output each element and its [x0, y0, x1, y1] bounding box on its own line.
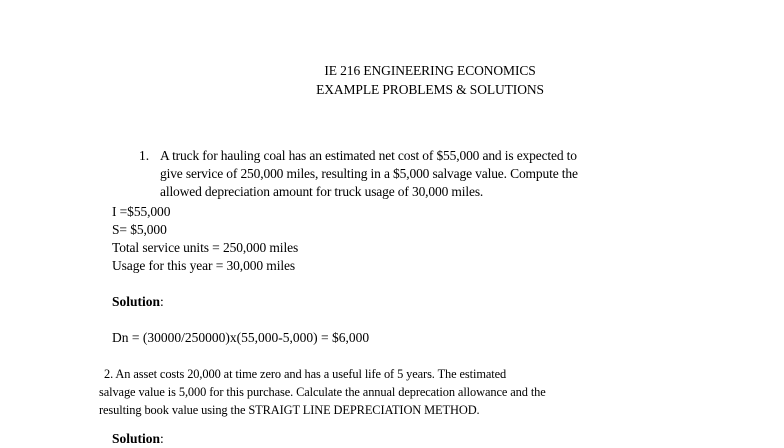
- given-line-usage: Usage for this year = 30,000 miles: [112, 258, 296, 273]
- problem2-line: 2. An asset costs 20,000 at time zero and has a useful life of 5 years. The estimated: [104, 367, 507, 381]
- problem2-line: resulting book value using the STRAIGT LINE DEPRECIATION METHOD.: [99, 403, 480, 417]
- solution-label: Solution: [112, 294, 161, 309]
- problem2-solution-heading-clipped: [112, 430, 164, 448]
- solution-colon: :: [160, 431, 164, 446]
- problem2-statement: [99, 365, 546, 419]
- given-line-salvage-value: S= $5,000: [112, 222, 167, 237]
- problem1-number: 1.: [139, 148, 150, 163]
- problem1-statement: [160, 147, 578, 201]
- solution-colon: :: [160, 294, 164, 309]
- given-line-total-service-units: Total service units = 250,000 miles: [112, 240, 299, 255]
- page-title-line-2: EXAMPLE PROBLEMS & SOLUTIONS: [316, 82, 544, 97]
- problem1-solution-heading: [112, 293, 164, 311]
- problem1-given-data: [112, 203, 298, 275]
- problem1-solution-formula: Dn = (30000/250000)x(55,000-5,000) = $6,000: [112, 330, 370, 345]
- given-line-initial-cost: I =$55,000: [112, 204, 171, 219]
- problem1-line: A truck for hauling coal has an estimated net cost of $55,000 and is expected to: [160, 148, 577, 163]
- document-title: [113, 61, 747, 99]
- page-title-line-1: IE 216 ENGINEERING ECONOMICS: [324, 63, 536, 78]
- problem1-line: give service of 250,000 miles, resulting in a $5,000 salvage value. Compute the: [160, 166, 578, 181]
- problem2-line: salvage value is 5,000 for this purchase. Calculate the annual deprecation allowance and the: [99, 385, 546, 399]
- problem1-line: allowed depreciation amount for truck usage of 30,000 miles.: [160, 184, 484, 199]
- solution-label: Solution: [112, 431, 161, 446]
